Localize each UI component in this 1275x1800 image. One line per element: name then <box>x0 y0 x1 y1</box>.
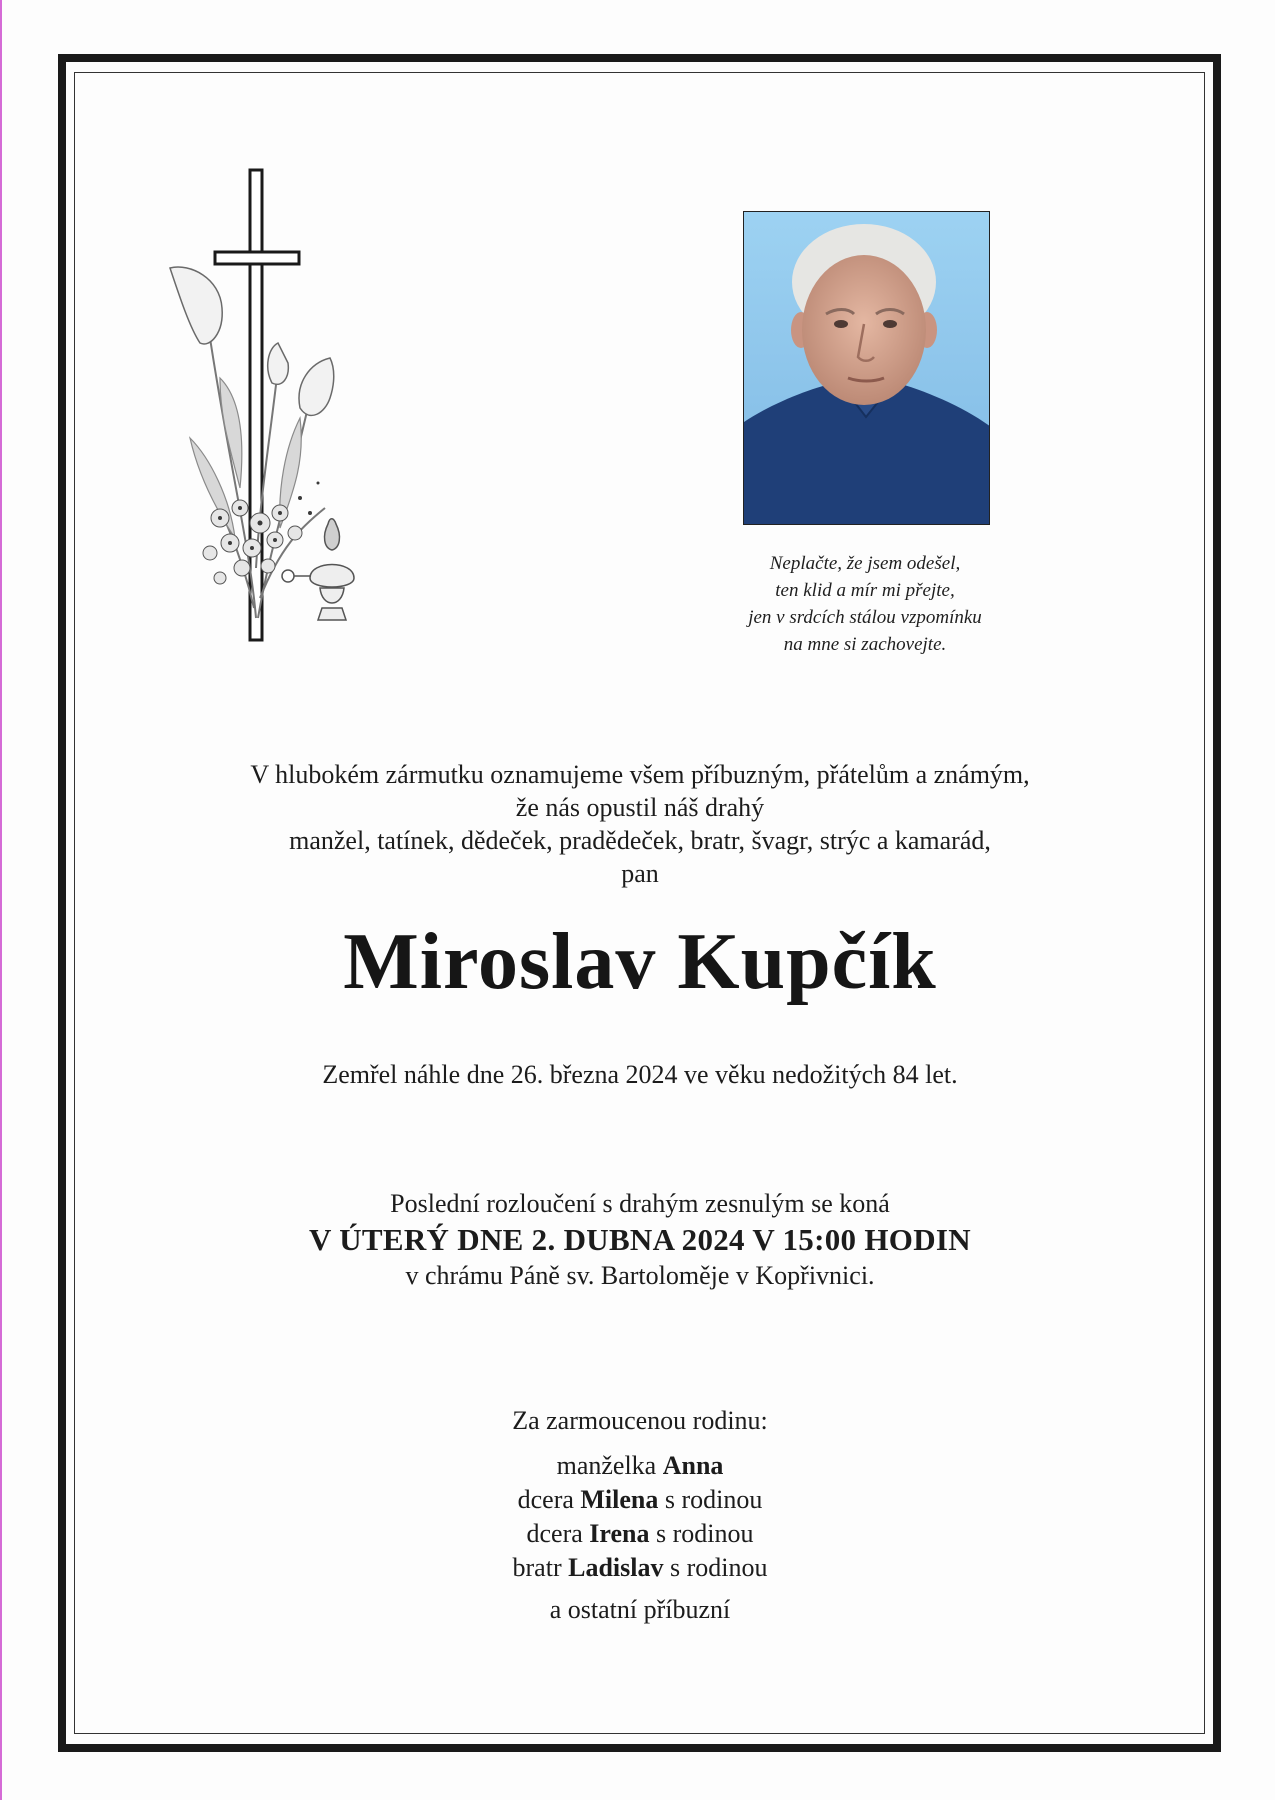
family-signature <box>100 1404 1180 1627</box>
funeral-info <box>100 1187 1180 1293</box>
intro-line: manžel, tatínek, dědeček, pradědeček, bratr, švagr, strýc a kamarád, <box>289 826 991 855</box>
deceased-name: Miroslav Kupčík <box>343 918 937 1006</box>
member-name: Ladislav <box>568 1553 664 1582</box>
family-member <box>100 1551 1180 1585</box>
family-member <box>100 1517 1180 1551</box>
death-notice: Zemřel náhle dne 26. března 2024 ve věku nedožitých 84 let. <box>322 1060 958 1089</box>
member-name: Irena <box>589 1519 650 1548</box>
funeral-place: v chrámu Páně sv. Bartoloměje v Kopřivnici. <box>405 1261 875 1290</box>
announcement-intro <box>100 758 1180 890</box>
funeral-date: V ÚTERÝ DNE 2. DUBNA 2024 V 15:00 HODIN <box>309 1222 971 1257</box>
intro-line: že nás opustil náš drahý <box>515 793 765 822</box>
poem-line: Neplačte, že jsem odešel, <box>769 553 961 574</box>
member-relation: dcera <box>517 1485 574 1514</box>
cross-flowers-illustration <box>160 168 410 648</box>
member-relation: bratr <box>512 1553 562 1582</box>
family-member <box>100 1483 1180 1517</box>
member-relation: manželka <box>556 1451 657 1480</box>
member-name: Milena <box>580 1485 659 1514</box>
cross-icon <box>160 168 410 648</box>
member-suffix: s rodinou <box>664 1485 763 1514</box>
member-relation: dcera <box>526 1519 583 1548</box>
poem <box>650 550 1080 658</box>
poem-line: na mne si zachovejte. <box>783 634 947 655</box>
family-header: Za zarmoucenou rodinu: <box>512 1406 768 1435</box>
intro-line: pan <box>621 859 659 888</box>
family-closing: a ostatní příbuzní <box>549 1595 731 1624</box>
intro-line: V hlubokém zármutku oznamujeme všem příbuzným, přátelům a známým, <box>250 760 1030 789</box>
member-name: Anna <box>662 1451 724 1480</box>
member-suffix: s rodinou <box>669 1553 768 1582</box>
member-suffix: s rodinou <box>655 1519 754 1548</box>
family-member <box>100 1449 1180 1483</box>
page-edge <box>0 0 2 1800</box>
poem-line: jen v srdcích stálou vzpomínku <box>748 607 982 628</box>
funeral-intro: Poslední rozloučení s drahým zesnulým se koná <box>390 1189 890 1218</box>
poem-line: ten klid a mír mi přejte, <box>775 580 955 601</box>
portrait-photo <box>743 211 990 525</box>
